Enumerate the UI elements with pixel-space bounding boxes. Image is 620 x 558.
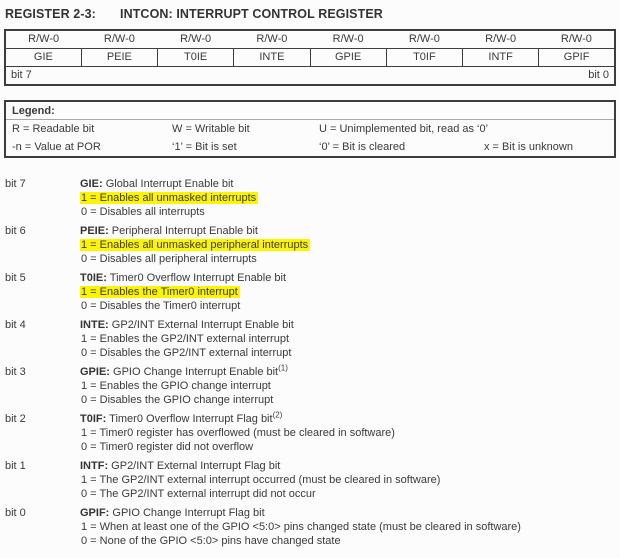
bit-label: bit 5: [5, 272, 26, 284]
legend-bit-cleared: ‘0’ = Bit is cleared: [319, 141, 406, 153]
legend-readable: R = Readable bit: [12, 123, 95, 135]
footnote-ref: (1): [278, 363, 288, 373]
bit-block-0: [0, 506, 620, 548]
bit-value-1-line: [80, 426, 616, 440]
bit-mnemonic: PEIE:: [80, 225, 109, 237]
bit-mnemonic: GPIF:: [80, 507, 110, 519]
bit-mnemonic: T0IF:: [80, 413, 107, 425]
value-1-text: 1 = When at least one of the GPIO <5:0> pins changed state (must be cleared in software): [81, 521, 521, 533]
register-bit-table: [4, 29, 616, 86]
bit-value-1-line: [80, 520, 616, 534]
bit-0-label: bit 0: [588, 69, 609, 82]
bit-label: bit 2: [5, 413, 26, 425]
bit-value-0-line: [80, 346, 616, 360]
bit-value-1-line: [80, 473, 616, 487]
bit-range-row: [5, 66, 615, 85]
access-cell: R/W-0: [310, 30, 386, 48]
bit-block-2: [0, 412, 620, 454]
bit-name-cell: GPIF: [539, 48, 615, 66]
bit-value-1-line: [80, 285, 616, 299]
register-number: REGISTER 2-3:: [5, 7, 96, 21]
value-0-text: 0 = Disables all interrupts: [81, 206, 205, 218]
value-0-text: 0 = None of the GPIO <5:0> pins have changed state: [81, 535, 341, 547]
bit-name-line: [80, 365, 616, 379]
value-1-text: 1 = Enables the GP2/INT external interrupt: [81, 333, 289, 345]
bit-label: bit 1: [5, 460, 26, 472]
bit-label: bit 3: [5, 366, 26, 378]
access-cell: R/W-0: [386, 30, 462, 48]
value-0-text: 0 = Timer0 register did not overflow: [81, 441, 254, 453]
bit-function: Global Interrupt Enable bit: [105, 178, 234, 190]
bit-block-7: [0, 177, 620, 219]
bit-name-line: [80, 459, 616, 473]
bit-mnemonic: GIE:: [80, 178, 103, 190]
footnote-ref: (2): [272, 410, 283, 420]
bit-value-0-line: [80, 534, 616, 548]
bit-function: GPIO Change Interrupt Flag bit: [112, 507, 265, 519]
bit-value-1-line: [80, 238, 616, 252]
bit-descriptions: [0, 177, 620, 548]
legend-bit-set: ‘1’ = Bit is set: [172, 141, 237, 153]
bit-block-4: [0, 318, 620, 360]
access-row: [5, 30, 615, 48]
bit-name-cell: PEIE: [81, 48, 157, 66]
bit-name-cell: INTF: [463, 48, 539, 66]
bit-value-1-line: [80, 332, 616, 346]
legend-row-2: [6, 138, 614, 156]
value-0-text: 0 = Disables the GPIO change interrupt: [81, 394, 274, 406]
access-cell: R/W-0: [81, 30, 157, 48]
bit-block-5: [0, 271, 620, 313]
value-1-text: 1 = Enables all unmasked peripheral interrupts: [81, 239, 309, 251]
bit-block-1: [0, 459, 620, 501]
bit-name-line: [80, 177, 616, 191]
bit-function: Timer0 Overflow Interrupt Flag bit: [109, 413, 273, 425]
value-1-text: 1 = Enables the Timer0 interrupt: [81, 286, 238, 298]
bit-name-line: [80, 224, 616, 238]
bit-mnemonic: INTF:: [80, 460, 109, 472]
legend-bit-unknown: x = Bit is unknown: [484, 141, 573, 153]
bit-name-cell: INTE: [234, 48, 310, 66]
bit-value-0-line: [80, 440, 616, 454]
bit-value-0-line: [80, 393, 616, 407]
bit-name-line: [80, 318, 616, 332]
bit-value-0-line: [80, 252, 616, 266]
register-name: INTCON: INTERRUPT CONTROL REGISTER: [120, 7, 383, 21]
bit-name-line: [80, 412, 616, 426]
bit-name-cell: T0IF: [386, 48, 462, 66]
access-cell: R/W-0: [539, 30, 615, 48]
legend-row-1: [6, 120, 614, 138]
bit-function: Peripheral Interrupt Enable bit: [111, 225, 258, 237]
bit-mnemonic: INTE:: [80, 319, 109, 331]
legend-por: -n = Value at POR: [12, 141, 101, 153]
access-cell: R/W-0: [234, 30, 310, 48]
bit-function: GPIO Change Interrupt Enable bit: [113, 366, 279, 378]
access-cell: R/W-0: [463, 30, 539, 48]
bit-7-label: bit 7: [11, 69, 32, 82]
legend-writable: W = Writable bit: [172, 123, 250, 135]
access-cell: R/W-0: [5, 30, 81, 48]
bit-range-cell: [5, 66, 615, 85]
bit-function: GP2/INT External Interrupt Flag bit: [111, 460, 281, 472]
bit-name-row: [5, 48, 615, 66]
register-title: [0, 7, 620, 21]
bit-label: bit 0: [5, 507, 26, 519]
bit-label: bit 4: [5, 319, 26, 331]
value-0-text: 0 = Disables the Timer0 interrupt: [81, 300, 241, 312]
bit-name-line: [80, 271, 616, 285]
value-0-text: 0 = Disables all peripheral interrupts: [81, 253, 257, 265]
bit-value-1-line: [80, 191, 616, 205]
bit-name-cell: GIE: [5, 48, 81, 66]
bit-value-0-line: [80, 299, 616, 313]
bit-name-cell: T0IE: [158, 48, 234, 66]
legend-box: [4, 100, 616, 158]
bit-mnemonic: T0IE:: [80, 272, 107, 284]
value-1-text: 1 = Enables the GPIO change interrupt: [81, 380, 271, 392]
bit-label: bit 6: [5, 225, 26, 237]
bit-label: bit 7: [5, 178, 26, 190]
bit-function: Timer0 Overflow Interrupt Enable bit: [109, 272, 287, 284]
access-cell: R/W-0: [158, 30, 234, 48]
bit-name-cell: GPIE: [310, 48, 386, 66]
bit-block-6: [0, 224, 620, 266]
bit-mnemonic: GPIE:: [80, 366, 110, 378]
bit-name-line: [80, 506, 616, 520]
value-1-text: 1 = Enables all unmasked interrupts: [81, 192, 257, 204]
bit-block-3: [0, 365, 620, 407]
bit-function: GP2/INT External Interrupt Enable bit: [111, 319, 294, 331]
value-1-text: 1 = The GP2/INT external interrupt occurred (must be cleared in software): [81, 474, 441, 486]
bit-value-1-line: [80, 379, 616, 393]
legend-header: Legend:: [6, 102, 614, 120]
bit-value-0-line: [80, 487, 616, 501]
value-1-text: 1 = Timer0 register has overflowed (must be cleared in software): [81, 427, 395, 439]
legend-unimplemented: U = Unimplemented bit, read as ‘0’: [319, 123, 489, 135]
value-0-text: 0 = The GP2/INT external interrupt did not occur: [81, 488, 316, 500]
value-0-text: 0 = Disables the GP2/INT external interrupt: [81, 347, 292, 359]
bit-value-0-line: [80, 205, 616, 219]
